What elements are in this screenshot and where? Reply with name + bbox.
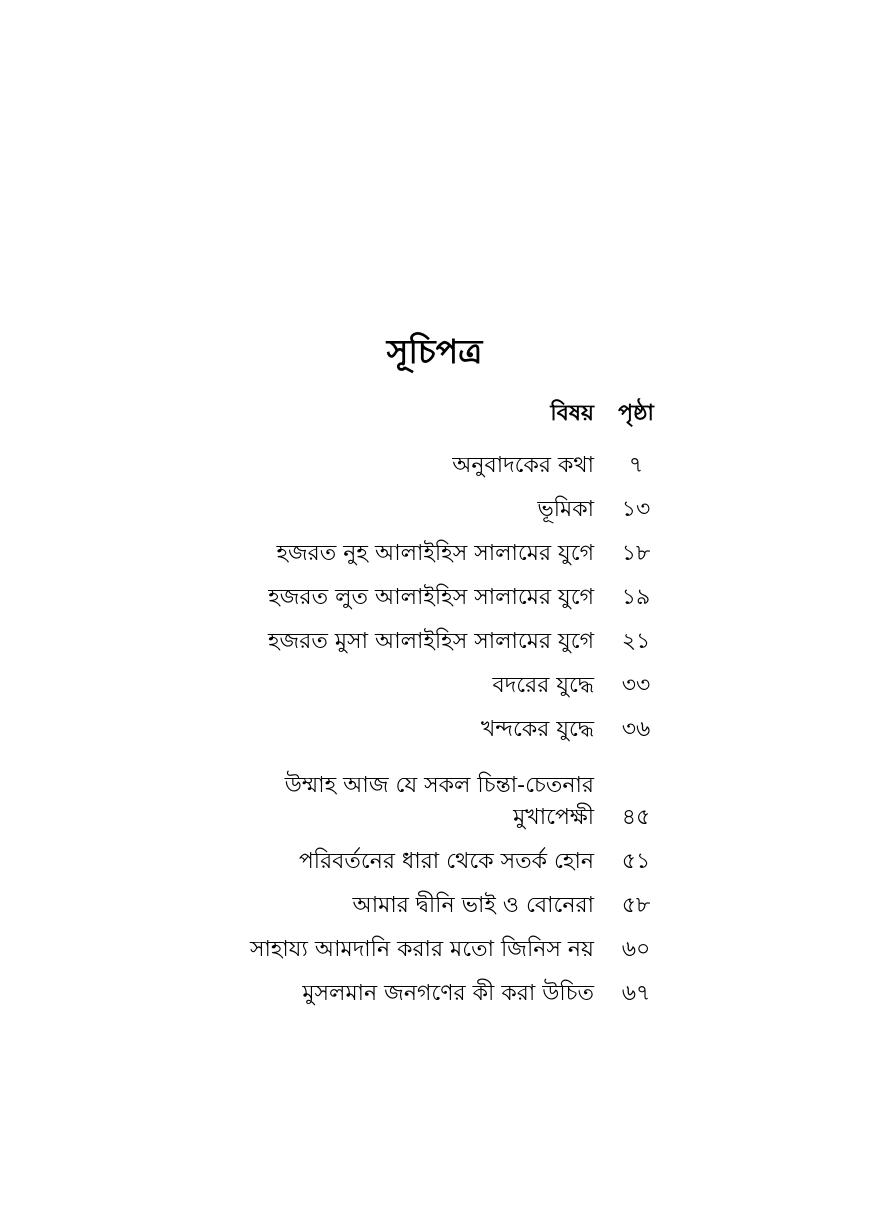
toc-entry-title: মুসলমান জনগণের কী করা উচিত (302, 981, 594, 1006)
toc-entry-title: হজরত লুত আলাইহিস সালামের যুগে (268, 585, 594, 610)
toc-entry-title: অনুবাদকের কথা (452, 453, 594, 478)
toc-entry-page: ৪৫ (621, 805, 651, 830)
toc-entry-title: আমার দ্বীনি ভাই ও বোনেরা (352, 893, 594, 918)
toc-entry-title (285, 770, 594, 834)
toc-entry-page: ৬০ (621, 937, 651, 962)
toc-entry[interactable] (0, 576, 869, 620)
toc-entry-page: ৩৬ (621, 717, 651, 742)
toc-entry-title-line1: উম্মাহ আজ যে সকল চিন্তা-চেতনার (284, 773, 594, 798)
toc-entry-page: ৫১ (621, 849, 651, 874)
toc-entry-title: বদরের যুদ্ধে (492, 673, 594, 698)
toc-entry-title: পরিবর্তনের ধারা থেকে সতর্ক হোন (298, 849, 594, 874)
toc-entry-title: হজরত নুহ আলাইহিস সালামের যুগে (276, 541, 594, 566)
page-column-header: পৃষ্ঠা (618, 401, 654, 426)
toc-entry-title: খন্দকের যুদ্ধে (480, 717, 594, 742)
toc-entry[interactable] (0, 972, 869, 1016)
table-of-contents (0, 444, 869, 1016)
toc-entry-title: ভূমিকা (537, 497, 594, 522)
toc-entry[interactable] (0, 532, 869, 576)
toc-entry[interactable] (0, 752, 869, 840)
toc-entry[interactable] (0, 884, 869, 928)
toc-entry-page: ৭ (628, 453, 644, 478)
toc-entry-title: সাহায্য আমদানি করার মতো জিনিস নয় (249, 937, 594, 962)
toc-entry-page: ১৯ (621, 585, 651, 610)
toc-entry[interactable] (0, 708, 869, 752)
topic-column-header: বিষয় (550, 401, 594, 426)
toc-entry-page: ৫৮ (621, 893, 651, 918)
toc-header (0, 396, 869, 432)
toc-entry-page: ১৩ (621, 497, 651, 522)
toc-entry-title: হজরত মুসা আলাইহিস সালামের যুগে (268, 629, 594, 654)
page-title: সূচিপত্র (386, 332, 483, 371)
toc-entry-title-line2: মুখাপেক্ষী (513, 805, 594, 830)
toc-entry-page: ৬৭ (621, 981, 651, 1006)
toc-entry[interactable] (0, 444, 869, 488)
toc-entry[interactable] (0, 488, 869, 532)
toc-entry[interactable] (0, 928, 869, 972)
toc-entry[interactable] (0, 664, 869, 708)
toc-entry-page: ২১ (621, 629, 651, 654)
toc-entry[interactable] (0, 840, 869, 884)
toc-entry[interactable] (0, 620, 869, 664)
toc-entry-page: ১৮ (621, 541, 651, 566)
toc-entry-page: ৩৩ (621, 673, 651, 698)
